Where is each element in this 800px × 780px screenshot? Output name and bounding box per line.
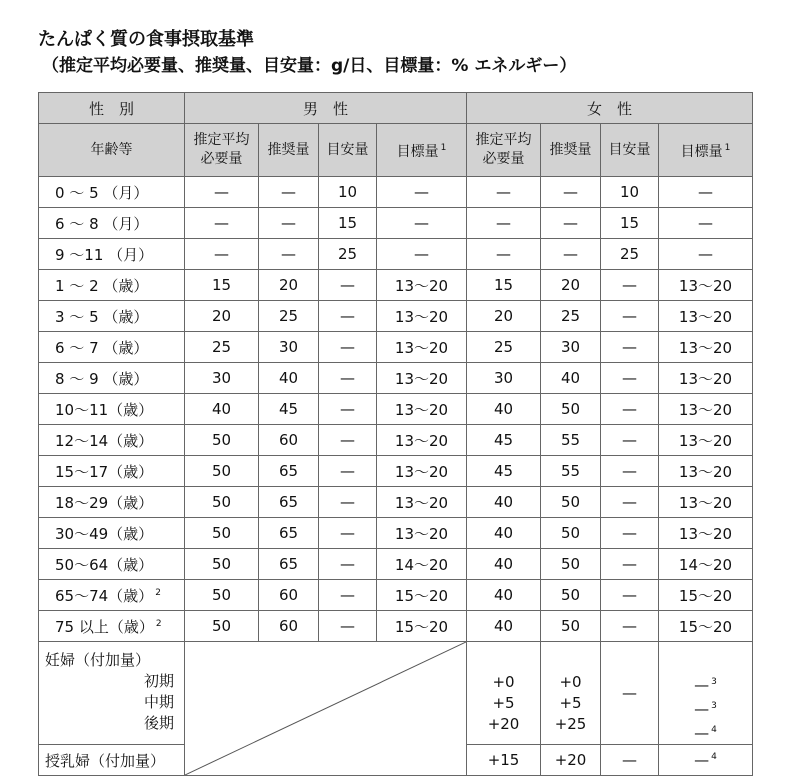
female-rda-cell: 30: [541, 332, 601, 363]
male-ai-cell: —: [319, 580, 377, 611]
table-row: [39, 363, 753, 394]
document: [38, 28, 752, 770]
age-cell: 8 ～ 9 （歳）: [39, 363, 185, 394]
male-target-cell: —: [377, 177, 467, 208]
female-rda-cell: —: [541, 239, 601, 270]
male-ear-header: 推定平均 必要量: [185, 124, 259, 177]
table-row: [39, 518, 753, 549]
male-rda-cell: —: [259, 177, 319, 208]
table-row: [39, 208, 753, 239]
male-target-cell: 13～20: [377, 425, 467, 456]
stack-value: — $^4$: [694, 724, 717, 742]
table-row: [39, 425, 753, 456]
pregnancy-phase-label: 中期: [143, 693, 174, 711]
footnote-marker: 3: [711, 677, 717, 687]
lactating-ear-cell: +15: [467, 745, 541, 776]
female-ai-cell: —: [601, 301, 659, 332]
table-row: [39, 394, 753, 425]
female-rda-cell: 40: [541, 363, 601, 394]
male-target-cell: 13～20: [377, 394, 467, 425]
female-ear-cell: 40: [467, 518, 541, 549]
male-target-cell: 14～20: [377, 549, 467, 580]
female-rda-cell: —: [541, 177, 601, 208]
female-ai-cell: —: [601, 456, 659, 487]
stack-value: — $^3$: [694, 676, 717, 694]
female-ai-cell: 25: [601, 239, 659, 270]
footnote-marker: 1: [724, 142, 731, 153]
male-rda-cell: 60: [259, 425, 319, 456]
stack-value: +0: [492, 673, 515, 691]
age-cell: 30～49（歳）: [39, 518, 185, 549]
female-ear-cell: 40: [467, 611, 541, 642]
female-ear-cell: —: [467, 239, 541, 270]
male-ear-cell: 50: [185, 580, 259, 611]
female-ai-cell: —: [601, 549, 659, 580]
table-row: [39, 301, 753, 332]
stack-value: +5: [492, 694, 515, 712]
female-rda-cell: 20: [541, 270, 601, 301]
male-ai-cell: —: [319, 425, 377, 456]
male-rda-cell: —: [259, 239, 319, 270]
male-ear-cell: 50: [185, 425, 259, 456]
male-ai-cell: —: [319, 456, 377, 487]
age-cell: 10～11（歳）: [39, 394, 185, 425]
pregnant-label-block: [39, 642, 184, 734]
female-target-cell: 14～20: [659, 549, 753, 580]
sex-header: 性 別: [39, 93, 185, 124]
age-header: 年齢等: [39, 124, 185, 177]
lactating-target-cell: — $^4$: [659, 745, 753, 776]
female-ai-cell: —: [601, 518, 659, 549]
age-cell: 6 ～ 7 （歳）: [39, 332, 185, 363]
female-rda-cell: 50: [541, 580, 601, 611]
female-target-cell: 13～20: [659, 456, 753, 487]
age-cell: 18～29（歳）: [39, 487, 185, 518]
male-target-header: 目標量 $^1$: [377, 124, 467, 177]
male-rda-cell: 65: [259, 456, 319, 487]
male-ear-cell: 50: [185, 456, 259, 487]
female-target-cell: 13～20: [659, 518, 753, 549]
female-ear-cell: —: [467, 208, 541, 239]
female-ai-cell: —: [601, 394, 659, 425]
male-rda-cell: 40: [259, 363, 319, 394]
footnote-marker: 1: [440, 142, 447, 153]
male-rda-cell: 65: [259, 518, 319, 549]
stack-value: — $^3$: [694, 700, 717, 718]
table-row: [39, 332, 753, 363]
male-ear-cell: —: [185, 208, 259, 239]
male-ai-cell: —: [319, 518, 377, 549]
footnote-marker: 3: [711, 701, 717, 711]
male-ai-cell: —: [319, 549, 377, 580]
male-ear-cell: 50: [185, 518, 259, 549]
female-header: 女 性: [467, 93, 753, 124]
female-ear-cell: 45: [467, 425, 541, 456]
female-ear-cell: 15: [467, 270, 541, 301]
table-row: [39, 611, 753, 642]
table-row: [39, 456, 753, 487]
male-rda-cell: 60: [259, 580, 319, 611]
age-cell: 1 ～ 2 （歳）: [39, 270, 185, 301]
male-rda-cell: 65: [259, 487, 319, 518]
table-row: [39, 549, 753, 580]
male-ear-cell: 40: [185, 394, 259, 425]
male-target-cell: 13～20: [377, 363, 467, 394]
age-cell: 6 ～ 8 （月）: [39, 208, 185, 239]
female-target-cell: —: [659, 208, 753, 239]
footnote-marker: 2: [155, 587, 161, 598]
female-ai-cell: —: [601, 332, 659, 363]
female-target-cell: —: [659, 177, 753, 208]
diagonal-line: [185, 642, 466, 775]
pregnancy-phase-label: 初期: [143, 672, 174, 690]
male-ear-cell: 30: [185, 363, 259, 394]
male-ear-cell: —: [185, 239, 259, 270]
female-ear-cell: 40: [467, 394, 541, 425]
female-ai-header: 目安量: [601, 124, 659, 177]
male-ear-cell: 15: [185, 270, 259, 301]
male-rda-header: 推奨量: [259, 124, 319, 177]
female-rda-cell: 55: [541, 456, 601, 487]
female-ai-cell: 15: [601, 208, 659, 239]
stack-value: +20: [487, 715, 520, 733]
male-ear-cell: 50: [185, 487, 259, 518]
male-rda-cell: 45: [259, 394, 319, 425]
female-ai-cell: —: [601, 363, 659, 394]
female-ear-cell: 20: [467, 301, 541, 332]
footnote-marker: 4: [711, 752, 717, 762]
age-cell: 75 以上（歳） $^2$: [39, 611, 185, 642]
male-ai-cell: —: [319, 363, 377, 394]
male-target-cell: 13～20: [377, 332, 467, 363]
pregnant-ear-cell: [467, 642, 541, 745]
female-rda-header: 推奨量: [541, 124, 601, 177]
female-target-cell: 13～20: [659, 332, 753, 363]
table-row: [39, 177, 753, 208]
female-rda-cell: 25: [541, 301, 601, 332]
protein-intake-table: [38, 92, 753, 776]
female-target-cell: 13～20: [659, 270, 753, 301]
value-stack: [659, 642, 752, 744]
pregnant-rda-cell: [541, 642, 601, 745]
male-ai-cell: —: [319, 394, 377, 425]
female-target-cell: 13～20: [659, 487, 753, 518]
male-target-cell: —: [377, 239, 467, 270]
table-row: [39, 580, 753, 611]
pregnant-ai-cell: —: [601, 642, 659, 745]
male-rda-cell: 30: [259, 332, 319, 363]
stack-value: +25: [554, 715, 587, 733]
female-ear-cell: 40: [467, 580, 541, 611]
female-rda-cell: 50: [541, 518, 601, 549]
male-target-cell: 15～20: [377, 611, 467, 642]
male-ai-cell: —: [319, 332, 377, 363]
pregnancy-phase-label: 後期: [143, 714, 174, 732]
stack-value: +5: [559, 694, 582, 712]
male-header: 男 性: [185, 93, 467, 124]
age-cell: 9 ～11 （月）: [39, 239, 185, 270]
table-row: [39, 487, 753, 518]
male-rda-cell: —: [259, 208, 319, 239]
pregnant-label-cell: [39, 642, 185, 745]
age-cell: 12～14（歳）: [39, 425, 185, 456]
lactating-ai-cell: —: [601, 745, 659, 776]
female-ai-cell: —: [601, 580, 659, 611]
pregnant-label: 妊婦（付加量）: [45, 651, 151, 669]
female-rda-cell: —: [541, 208, 601, 239]
male-ai-header: 目安量: [319, 124, 377, 177]
male-ear-cell: —: [185, 177, 259, 208]
female-target-cell: 15～20: [659, 580, 753, 611]
female-ear-cell: —: [467, 177, 541, 208]
male-target-cell: 13～20: [377, 301, 467, 332]
male-not-applicable-cell: [185, 642, 467, 776]
female-target-cell: 13～20: [659, 425, 753, 456]
female-ai-cell: 10: [601, 177, 659, 208]
male-target-cell: 15～20: [377, 580, 467, 611]
lactating-label-cell: 授乳婦（付加量）: [39, 745, 185, 776]
female-ear-cell: 40: [467, 487, 541, 518]
male-ear-cell: 20: [185, 301, 259, 332]
pregnant-target-cell: [659, 642, 753, 745]
female-ear-cell: 40: [467, 549, 541, 580]
table-row: [39, 270, 753, 301]
age-cell: 3 ～ 5 （歳）: [39, 301, 185, 332]
document-subtitle: （推定平均必要量、推奨量、目安量：g/日、目標量：% エネルギー）: [42, 56, 577, 76]
age-cell: 15～17（歳）: [39, 456, 185, 487]
lactating-rda-cell: +20: [541, 745, 601, 776]
female-ai-cell: —: [601, 611, 659, 642]
value-stack: [467, 642, 540, 735]
female-rda-cell: 50: [541, 611, 601, 642]
male-target-cell: 13～20: [377, 487, 467, 518]
female-rda-cell: 50: [541, 549, 601, 580]
male-ai-cell: 15: [319, 208, 377, 239]
female-ear-cell: 30: [467, 363, 541, 394]
male-ai-cell: —: [319, 487, 377, 518]
female-target-cell: 13～20: [659, 363, 753, 394]
table-row-pregnant: [39, 642, 753, 745]
stack-value: +0: [559, 673, 582, 691]
male-ai-cell: —: [319, 611, 377, 642]
value-stack: [541, 642, 600, 735]
female-ai-cell: —: [601, 270, 659, 301]
male-ai-cell: 25: [319, 239, 377, 270]
female-target-cell: —: [659, 239, 753, 270]
female-ear-header: 推定平均 必要量: [467, 124, 541, 177]
age-cell: 65～74（歳） $^2$: [39, 580, 185, 611]
female-target-header: 目標量 $^1$: [659, 124, 753, 177]
footnote-marker: 4: [711, 725, 717, 735]
female-rda-cell: 50: [541, 394, 601, 425]
female-rda-cell: 50: [541, 487, 601, 518]
male-rda-cell: 25: [259, 301, 319, 332]
male-rda-cell: 20: [259, 270, 319, 301]
female-ear-cell: 45: [467, 456, 541, 487]
male-ai-cell: 10: [319, 177, 377, 208]
female-target-cell: 15～20: [659, 611, 753, 642]
male-target-cell: 13～20: [377, 518, 467, 549]
female-target-cell: 13～20: [659, 301, 753, 332]
document-title: たんぱく質の食事摂取基準: [38, 29, 254, 50]
female-target-cell: 13～20: [659, 394, 753, 425]
male-ear-cell: 50: [185, 611, 259, 642]
male-target-cell: —: [377, 208, 467, 239]
age-cell: 0 ～ 5 （月）: [39, 177, 185, 208]
male-rda-cell: 65: [259, 549, 319, 580]
footnote-marker: 2: [155, 618, 162, 629]
male-target-cell: 13～20: [377, 270, 467, 301]
age-cell: 50～64（歳）: [39, 549, 185, 580]
female-ai-cell: —: [601, 487, 659, 518]
male-ai-cell: —: [319, 301, 377, 332]
table-row: [39, 239, 753, 270]
male-rda-cell: 60: [259, 611, 319, 642]
male-ear-cell: 50: [185, 549, 259, 580]
female-ai-cell: —: [601, 425, 659, 456]
female-rda-cell: 55: [541, 425, 601, 456]
male-target-cell: 13～20: [377, 456, 467, 487]
male-ai-cell: —: [319, 270, 377, 301]
male-ear-cell: 25: [185, 332, 259, 363]
female-ear-cell: 25: [467, 332, 541, 363]
